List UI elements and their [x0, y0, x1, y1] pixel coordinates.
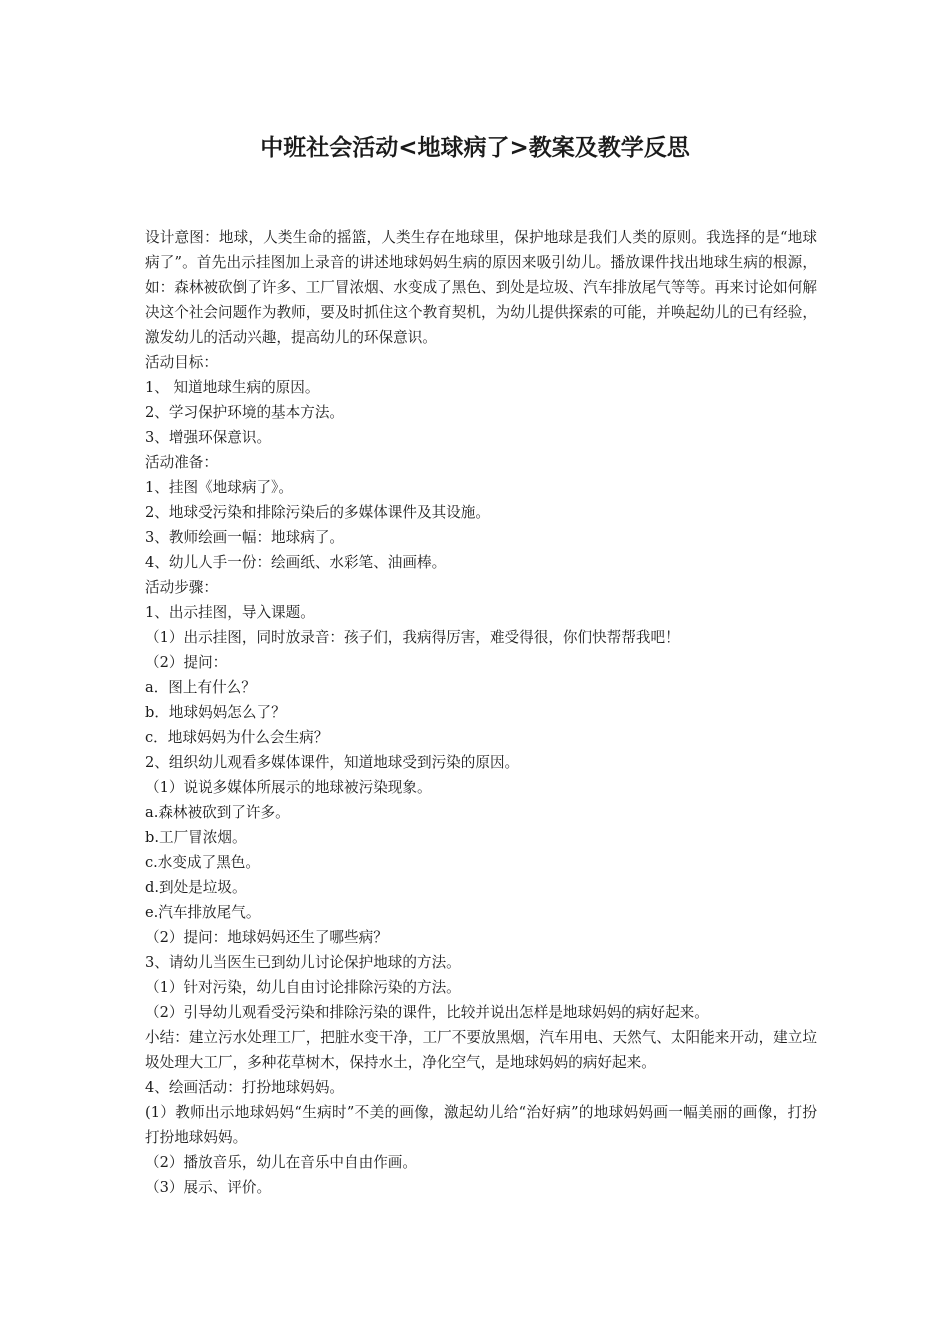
body-line: 1、出示挂图，导入课题。 [145, 604, 315, 621]
body-line: 2、地球受污染和排除污染后的多媒体课件及其设施。 [145, 504, 490, 521]
body-line: （2）提问：地球妈妈还生了哪些病？ [145, 929, 388, 946]
body-line: 活动准备： [145, 454, 218, 471]
body-line: 活动步骤： [145, 579, 218, 596]
body-line: d.到处是垃圾。 [145, 879, 247, 896]
summary-paragraph: 小结：建立污水处理工厂，把脏水变干净，工厂不要放黑烟，汽车用电、天然气、太阳能来开动，建立垃圾处理大工厂，多种花草树木，保持水土，净化空气，是地球妈妈的病好起来。 [145, 1029, 817, 1071]
body-line: a.森林被砍到了许多。 [145, 804, 290, 821]
body-line: b.工厂冒浓烟。 [145, 829, 247, 846]
body-line: （2）提问： [145, 654, 228, 671]
body-line: 2、组织幼儿观看多媒体课件，知道地球受到污染的原因。 [145, 754, 520, 771]
body-line: （1）出示挂图，同时放录音：孩子们，我病得厉害，难受得很，你们快帮帮我吧！ [145, 629, 680, 646]
body-line: （1）针对污染，幼儿自由讨论排除污染的方法。 [145, 979, 461, 996]
body-line: （2）引导幼儿观看受污染和排除污染的课件，比较并说出怎样是地球妈妈的病好起来。 [145, 1004, 709, 1021]
body-line: 1、挂图《地球病了》。 [145, 479, 293, 496]
body-line: c．地球妈妈为什么会生病？ [145, 729, 329, 746]
body-line: 3、教师绘画一幅：地球病了。 [145, 529, 345, 546]
body-line: （3）展示、评价。 [145, 1179, 272, 1196]
design-intent-paragraph: 设计意图：地球，人类生命的摇篮，人类生存在地球里，保护地球是我们人类的原则。我选择的是“地球病了”。首先出示挂图加上录音的讲述地球妈妈生病的原因来吸引幼儿。播放课件找出地球生病的根源，如：森林被砍倒了许多、工厂冒浓烟、水变成了黑色、到处是垃圾、汽车排放尾气等等。再来讨论如何解决这个社会问题作为教师，要及时抓住这个教育契机，为幼儿提供探索的可能，并唤起幼儿的已有经验，激发幼儿的活动兴趣，提高幼儿的环保意识。 [145, 229, 817, 346]
document-title: 中班社会活动<地球病了>教案及教学反思 [260, 135, 690, 161]
body-line: a．图上有什么？ [145, 679, 256, 696]
step4-detail-paragraph: (1）教师出示地球妈妈“生病时”不美的画像，激起幼儿给“治好病”的地球妈妈画一幅美丽的画像，打扮打扮地球妈妈。 [145, 1104, 817, 1146]
body-line: 4、幼儿人手一份：绘画纸、水彩笔、油画棒。 [145, 554, 447, 571]
document-body [145, 225, 817, 1200]
body-line: e.汽车排放尾气。 [145, 904, 261, 921]
body-line: c.水变成了黑色。 [145, 854, 260, 871]
body-line: （1）说说多媒体所展示的地球被污染现象。 [145, 779, 432, 796]
body-line: 2、学习保护环境的基本方法。 [145, 404, 345, 421]
body-line: 4、绘画活动：打扮地球妈妈。 [145, 1079, 345, 1096]
body-line: 活动目标： [145, 354, 218, 371]
body-line: 3、请幼儿当医生已到幼儿讨论保护地球的方法。 [145, 954, 461, 971]
body-line: b．地球妈妈怎么了？ [145, 704, 286, 721]
body-line: 1、 知道地球生病的原因。 [145, 379, 320, 396]
body-line: 3、增强环保意识。 [145, 429, 272, 446]
body-line: （2）播放音乐，幼儿在音乐中自由作画。 [145, 1154, 417, 1171]
